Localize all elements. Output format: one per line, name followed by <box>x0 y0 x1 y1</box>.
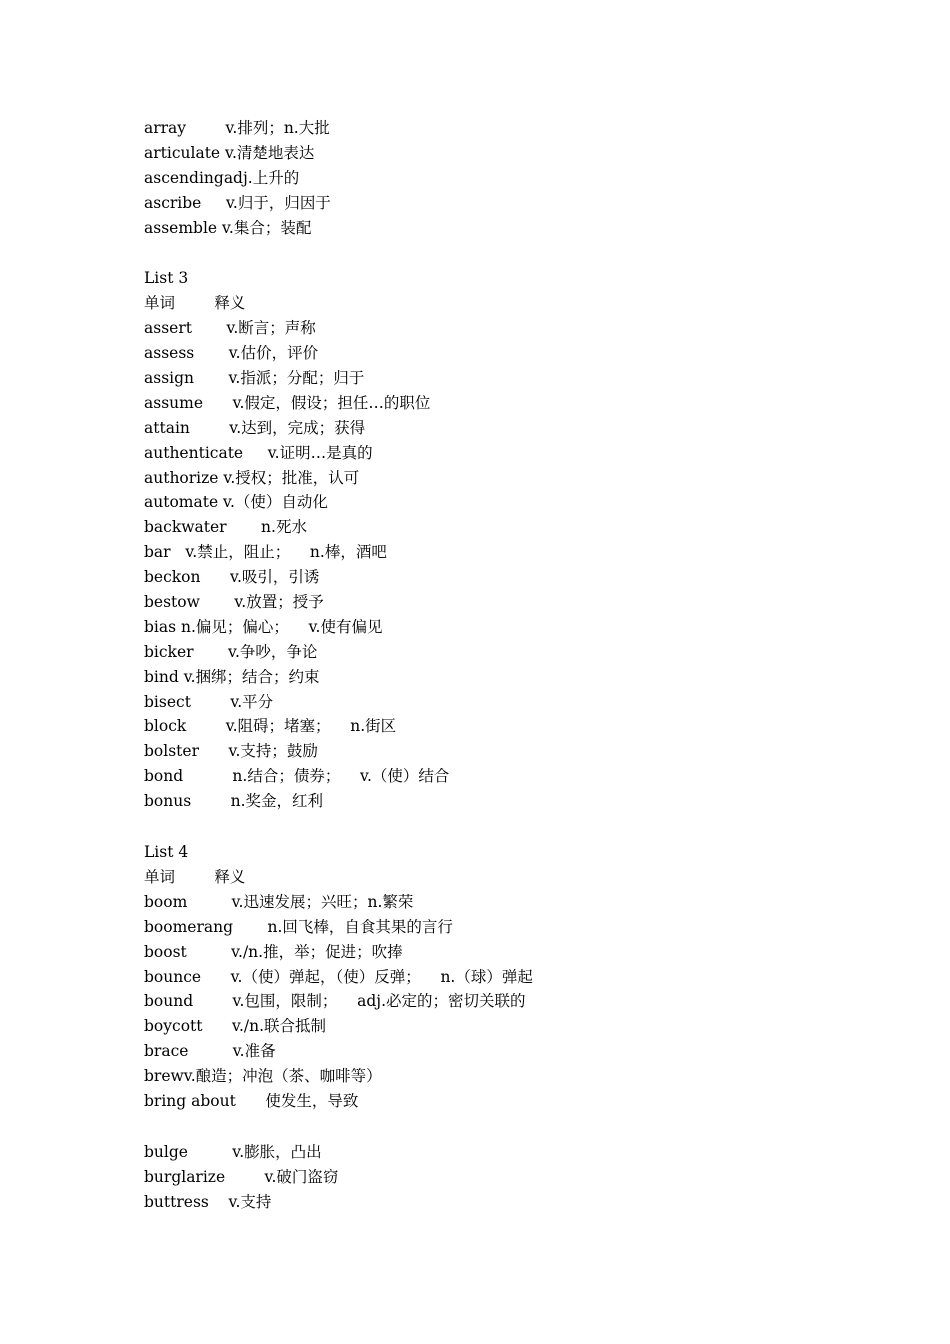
list-title: List 4 <box>144 843 189 862</box>
section-spacer <box>144 1114 904 1140</box>
vocab-entry: brace v.准备 <box>144 1042 276 1061</box>
vocab-entry: boomerang n.回飞棒，自食其果的言行 <box>144 917 453 936</box>
vocab-entry: assert v.断言；声称 <box>144 319 316 338</box>
vocab-entry: assign v.指派；分配；归于 <box>144 369 365 388</box>
document-page <box>144 116 904 1215</box>
vocab-entry: block v.阻碍；堵塞； n.街区 <box>144 717 397 736</box>
vocab-entry: boycott v./n.联合抵制 <box>144 1017 327 1036</box>
vocab-entry: bisect v.平分 <box>144 692 274 711</box>
vocab-entry: burglarize v.破门盗窃 <box>144 1167 339 1186</box>
vocab-entry: bias n.偏见；偏心； v.使有偏见 <box>144 617 383 636</box>
vocab-entry: beckon v.吸引，引诱 <box>144 568 320 587</box>
section-spacer <box>144 240 904 266</box>
vocab-entry: ascribe v.归于，归因于 <box>144 193 331 212</box>
vocab-entry: ascendingadj.上升的 <box>144 168 300 187</box>
vocab-section-bottom <box>144 1140 904 1215</box>
vocab-entry: bring about 使发生，导致 <box>144 1091 359 1110</box>
vocab-entry: bolster v.支持；鼓励 <box>144 742 318 761</box>
vocab-list-4 <box>144 840 904 1114</box>
vocab-entry: assume v.假定，假设；担任…的职位 <box>144 393 431 412</box>
vocab-entry: authenticate v.证明…是真的 <box>144 443 373 462</box>
vocab-entry: brewv.酿造；冲泡（茶、咖啡等） <box>144 1067 382 1086</box>
vocab-entry: bound v.包围，限制； adj.必定的；密切关联的 <box>144 992 526 1011</box>
vocab-entry: bonus n.奖金，红利 <box>144 792 323 811</box>
vocab-list-3 <box>144 266 904 814</box>
vocab-entry: attain v.达到，完成；获得 <box>144 418 366 437</box>
vocab-entry: automate v.（使）自动化 <box>144 493 328 512</box>
vocab-entry: authorize v.授权；批准，认可 <box>144 468 360 487</box>
vocab-entry: assess v.估价，评价 <box>144 344 319 363</box>
section-spacer <box>144 814 904 840</box>
vocab-entry: bind v.捆绑；结合；约束 <box>144 667 320 686</box>
vocab-entry: bulge v.膨胀，凸出 <box>144 1142 322 1161</box>
vocab-entry: bounce v.（使）弹起，（使）反弹； n.（球）弹起 <box>144 967 533 986</box>
vocab-entry: array v.排列；n.大批 <box>144 119 330 137</box>
vocab-entry: bond n.结合；债券； v.（使）结合 <box>144 767 450 786</box>
list-header: 单词 释义 <box>144 294 246 313</box>
vocab-entry: articulate v.清楚地表达 <box>144 143 315 162</box>
vocab-section-top <box>144 116 904 240</box>
vocab-entry: boost v./n.推，举；促进；吹捧 <box>144 942 403 961</box>
vocab-entry: bicker v.争吵，争论 <box>144 642 318 661</box>
list-title: List 3 <box>144 269 189 288</box>
vocab-entry: buttress v.支持 <box>144 1192 272 1211</box>
vocab-entry: bar v.禁止，阻止； n.棒，酒吧 <box>144 543 387 562</box>
vocab-entry: assemble v.集合；装配 <box>144 218 312 237</box>
vocab-entry: bestow v.放置；授予 <box>144 593 324 612</box>
vocab-entry: boom v.迅速发展；兴旺；n.繁荣 <box>144 892 414 911</box>
list-header: 单词 释义 <box>144 867 246 886</box>
vocab-entry: backwater n.死水 <box>144 518 307 537</box>
